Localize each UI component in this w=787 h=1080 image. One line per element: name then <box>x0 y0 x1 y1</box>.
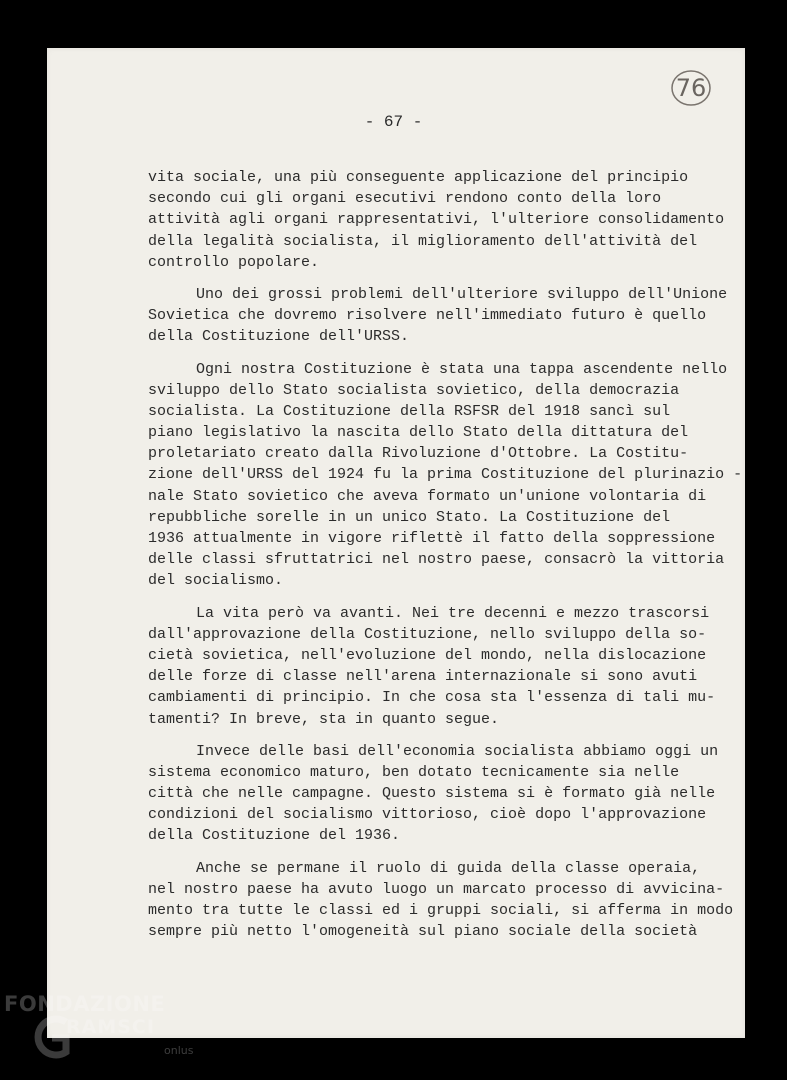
paragraph <box>148 359 743 592</box>
text-line: attività agli organi rappresentativi, l'ulteriore consolidamento <box>148 211 725 229</box>
text-line: piano legislativo la nascita dello Stato della dittatura del <box>148 424 689 442</box>
text-line: della Costituzione del 1936. <box>148 827 401 845</box>
text-line: La vita però va avanti. Nei tre decenni e mezzo trascorsi <box>196 604 710 622</box>
text-line: repubbliche sorelle in un unico Stato. La Costituzione del <box>148 508 671 526</box>
text-line: cambiamenti di principio. In che cosa sta l'essenza di tali mu- <box>148 689 716 707</box>
text-line: socialista. La Costituzione della RSFSR del 1918 sancì sul <box>148 402 671 420</box>
text-line: secondo cui gli organi esecutivi rendono conto della loro <box>148 190 662 208</box>
text-line: dall'approvazione della Costituzione, nello sviluppo della so- <box>148 625 707 643</box>
paragraph <box>148 741 719 847</box>
text-line: sistema economico maturo, ben dotato tecnicamente sia nelle <box>148 763 680 781</box>
text-line: città che nelle campagne. Questo sistema si è formato già nelle <box>148 785 716 803</box>
text-line: nel nostro paese ha avuto luogo un marcato processo di avvicina- <box>148 880 725 898</box>
document-body <box>148 167 743 942</box>
text-line: proletariato creato dalla Rivoluzione d'Ottobre. La Costitu- <box>148 445 689 463</box>
text-line: sempre più netto l'omogeneità sul piano sociale della società <box>148 923 698 941</box>
text-line: sviluppo dello Stato socialista sovietico, della democrazia <box>148 381 680 399</box>
text-line: Ogni nostra Costituzione è stata una tappa ascendente nello <box>196 360 728 378</box>
archive-number-text: 76 <box>675 74 707 102</box>
watermark-line1: FONDAZIONE <box>4 992 166 1016</box>
fondazione-gramsci-watermark <box>4 992 204 1072</box>
text-line: della legalità socialista, il miglioramento dell'attività del <box>148 232 698 250</box>
watermark-line3: onlus <box>164 1044 194 1057</box>
page-number: - 67 - <box>364 113 423 131</box>
watermark-line2: RAMSCI <box>66 1016 155 1038</box>
text-line: cietà sovietica, nell'evoluzione del mondo, nella dislocazione <box>148 646 707 664</box>
text-line: Uno dei grossi problemi dell'ulteriore sviluppo dell'Unione <box>196 285 728 303</box>
paragraph <box>148 603 716 730</box>
archive-number-stamp <box>672 68 710 108</box>
paragraph <box>148 284 728 348</box>
text-line: vita sociale, una più conseguente applicazione del principio <box>148 169 689 186</box>
text-line: condizioni del socialismo vittorioso, cioè dopo l'approvazione <box>148 806 707 824</box>
text-line: zione dell'URSS del 1924 fu la prima Costituzione del plurinazio - <box>148 466 743 484</box>
paragraph <box>148 858 734 943</box>
text-line: Sovietica che dovremo risolvere nell'immediato futuro è quello <box>148 307 707 325</box>
text-line: Anche se permane il ruolo di guida della classe operaia, <box>196 859 701 877</box>
paragraph <box>148 167 725 273</box>
text-line: del socialismo. <box>148 572 284 590</box>
text-line: nale Stato sovietico che aveva formato un'unione volontaria di <box>148 487 707 505</box>
text-line: tamenti? In breve, sta in quanto segue. <box>148 710 500 728</box>
text-line: controllo popolare. <box>148 253 320 271</box>
text-line: mento tra tutte le classi ed i gruppi sociali, si afferma in modo <box>148 902 734 919</box>
text-line: delle forze di classe nell'arena internazionale si sono avuti <box>148 668 698 686</box>
text-line: 1936 attualmente in vigore riflettè il fatto della soppressione <box>148 530 716 547</box>
text-line: della Costituzione dell'URSS. <box>148 328 410 346</box>
text-line: delle classi sfruttatrici nel nostro paese, consacrò la vittoria <box>148 551 725 569</box>
text-line: Invece delle basi dell'economia socialista abbiamo oggi un <box>196 742 719 760</box>
